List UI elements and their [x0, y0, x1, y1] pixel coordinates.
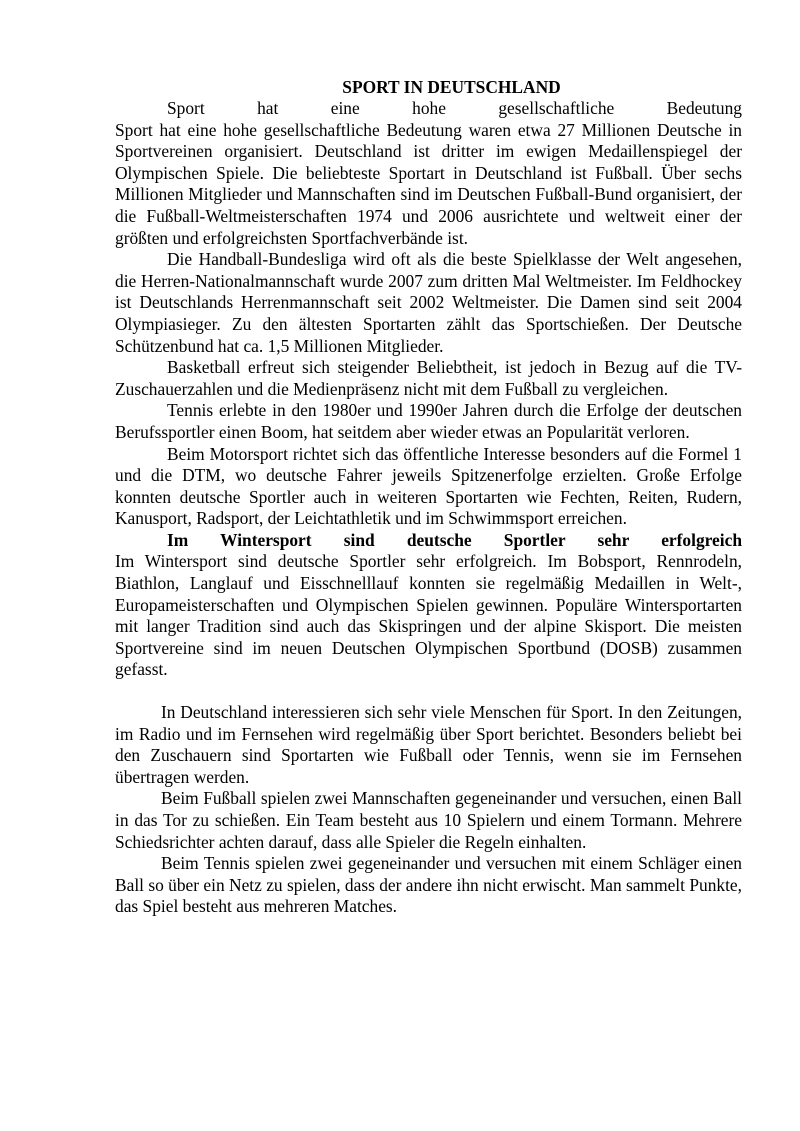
paragraph-4: Tennis erlebte in den 1980er und 1990er Jahren durch die Erfolge der deutschen Berufssportler einen Boom, hat seitdem aber wieder etwas an Popularität verloren. — [115, 400, 742, 442]
paragraph-6: Im Wintersport sind deutsche Sportler sehr erfolgreich. Im Bobsport, Rennrodeln, Biathlon, Langlauf und Eisschnelllauf konnten sie regelmäßig Medaillen in Welt-, Europameisterschaften und Olympischen Spielen gewinnen. Populäre Wintersportarten mit langer Tradition sind auch das Skispringen und der alpine Skisport. Die meisten Sportvereine sind im neuen Deutschen Olympischen Sportbund (DOSB) zusammen gefasst. — [115, 551, 742, 680]
document-body — [115, 98, 742, 918]
paragraph-5: Beim Motorsport richtet sich das öffentliche Interesse besonders auf die Formel 1 und die DTM, wo deutsche Fahrer jeweils Spitzenerfolge erzielten. Große Erfolge konnten deutsche Sportler auch in weiteren Sportarten wie Fechten, Reiten, Rudern, Kanusport, Radsport, der Leichtathletik und im Schwimmsport erreichen. — [115, 443, 742, 529]
paragraph-3: Basketball erfreut sich steigender Beliebtheit, ist jedoch in Bezug auf die TV-Zuschauerzahlen und die Medienpräsenz nicht mit dem Fußball zu vergleichen. — [115, 357, 742, 399]
paragraph-7: In Deutschland interessieren sich sehr viele Menschen für Sport. In den Zeitungen, im Radio und im Fernsehen wird regelmäßig über Sport berichtet. Besonders beliebt bei den Zuschauern sind Sportarten wie Fußball oder Tennis, wenn sie im Fernsehen übertragen werden. — [115, 702, 742, 787]
paragraph-2: Die Handball-Bundesliga wird oft als die beste Spielklasse der Welt angesehen, die Herren-Nationalmannschaft wurde 2007 zum dritten Mal Weltmeister. Im Feldhockey ist Deutschlands Herrenmannschaft seit 2002 Weltmeister. Die Damen sind seit 2004 Olympiasieger. Zu den ältesten Sportarten zählt das Sportschießen. Der Deutsche Schützenbund hat ca. 1,5 Millionen Mitglieder. — [115, 249, 742, 356]
para1-heading-line: Sport hat eine hohe gesellschaftliche Bedeutung — [167, 98, 742, 118]
paragraph-9: Beim Tennis spielen zwei gegeneinander und versuchen mit einem Schläger einen Ball so über ein Netz zu spielen, dass der andere ihn nicht erwischt. Man sammelt Punkte, das Spiel besteht aus mehreren Matches. — [115, 853, 742, 917]
paragraph-1: Sport hat eine hohe gesellschaftliche Bedeutung waren etwa 27 Millionen Deutsche in Sportvereinen organisiert. Deutschland ist dritter im ewigen Medaillenspiegel der Olympischen Spiele. Die beliebteste Sportart in Deutschland ist Fußball. Über sechs Millionen Mitglieder und Mannschaften sind im Deutschen Fußball-Bund organisiert, der die Fußball-Weltmeisterschaften 1974 und 2006 ausrichtete und weltweit einer der größten und erfolgreichsten Sportfachverbände ist. — [115, 119, 742, 248]
paragraph-gap — [115, 681, 742, 702]
document-title: SPORT IN DEUTSCHLAND — [342, 77, 561, 97]
paragraph-8: Beim Fußball spielen zwei Mannschaften gegeneinander und versuchen, einen Ball in das Tor zu schießen. Ein Team besteht aus 10 Spielern und einem Tormann. Mehrere Schiedsrichter achten darauf, dass alle Spieler die Regeln einhalten. — [115, 788, 742, 852]
para6-heading-line: Im Wintersport sind deutsche Sportler sehr erfolgreich — [167, 529, 742, 550]
